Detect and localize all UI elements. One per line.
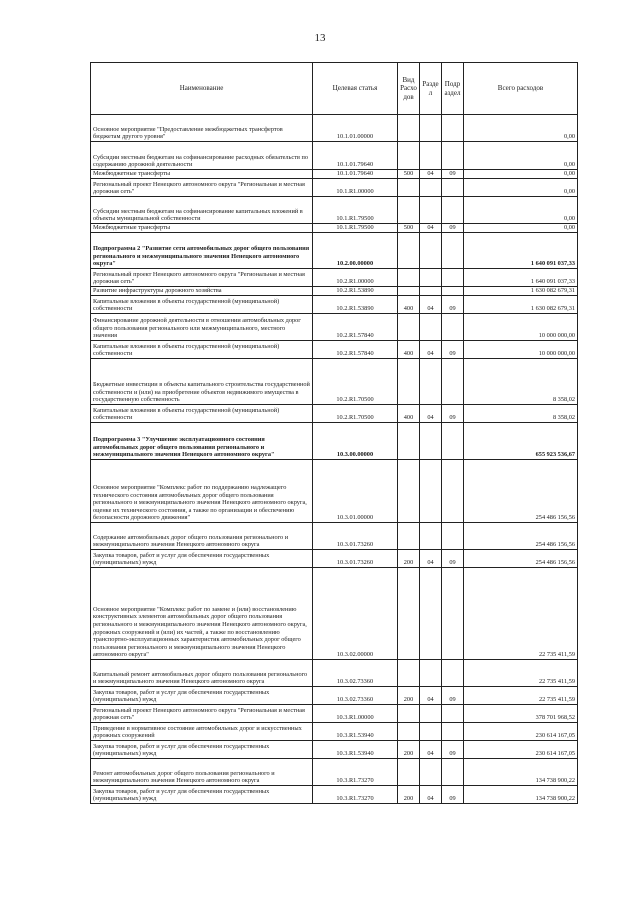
row-code: 10.2.R1.53890 xyxy=(313,287,398,296)
row-podrazdel: 09 xyxy=(442,405,464,423)
row-podrazdel xyxy=(442,233,464,269)
row-podrazdel xyxy=(442,423,464,460)
table-row xyxy=(91,197,578,224)
header-total: Всего расходов xyxy=(464,63,578,115)
row-code: 10.1.01.00000 xyxy=(313,115,398,142)
row-vid xyxy=(398,142,420,170)
row-razdel xyxy=(420,287,442,296)
row-amount: 655 923 536,67 xyxy=(464,423,578,460)
row-vid xyxy=(398,233,420,269)
table-row xyxy=(91,224,578,233)
row-vid xyxy=(398,660,420,687)
row-name: Ремонт автомобильных дорог общего пользования регионального и межмуниципального значения Ненецкого автономного округа xyxy=(91,759,313,786)
row-code: 10.3.R1.00000 xyxy=(313,705,398,723)
table-row xyxy=(91,460,578,523)
table-row xyxy=(91,568,578,660)
row-vid xyxy=(398,115,420,142)
row-amount: 230 614 167,05 xyxy=(464,723,578,741)
row-podrazdel: 09 xyxy=(442,550,464,568)
table-row xyxy=(91,759,578,786)
row-amount: 0,00 xyxy=(464,170,578,179)
row-amount: 22 735 411,59 xyxy=(464,568,578,660)
row-podrazdel: 09 xyxy=(442,687,464,705)
row-amount: 254 486 156,56 xyxy=(464,523,578,550)
row-razdel xyxy=(420,359,442,405)
row-vid xyxy=(398,423,420,460)
row-amount: 134 738 900,22 xyxy=(464,759,578,786)
table-row xyxy=(91,341,578,359)
row-vid xyxy=(398,568,420,660)
table-row xyxy=(91,741,578,759)
row-amount: 1 640 091 037,33 xyxy=(464,269,578,287)
row-name: Капитальные вложения в объекты государственной (муниципальной) собственности xyxy=(91,341,313,359)
table-row xyxy=(91,296,578,314)
row-razdel xyxy=(420,723,442,741)
row-podrazdel xyxy=(442,287,464,296)
row-name: Основное мероприятие "Комплекс работ по замене и (или) восстановлению конструктивных элементов автомобильных дорог общего пользования регионального и межмуниципального значения Ненецкого автономного округа, дорожных сооружений и (или) их частей, а также по восстановлению транспортно-эксплуатационных характеристик автомобильных дорог общего пользования регионального и межмуниципального значения Ненецкого автономного округа" xyxy=(91,568,313,660)
row-amount: 134 738 900,22 xyxy=(464,786,578,804)
row-name: Региональный проект Ненецкого автономного округа "Региональная и местная дорожная сеть" xyxy=(91,179,313,197)
table-row xyxy=(91,405,578,423)
row-amount: 1 630 082 679,31 xyxy=(464,296,578,314)
row-podrazdel xyxy=(442,359,464,405)
table-row xyxy=(91,723,578,741)
table-row xyxy=(91,142,578,170)
row-code: 10.1.01.79640 xyxy=(313,142,398,170)
table-row xyxy=(91,786,578,804)
row-podrazdel: 09 xyxy=(442,224,464,233)
row-amount: 0,00 xyxy=(464,142,578,170)
row-name: Закупка товаров, работ и услуг для обеспечения государственных (муниципальных) нужд xyxy=(91,786,313,804)
row-name: Региональный проект Ненецкого автономного округа "Региональная и местная дорожная сеть" xyxy=(91,705,313,723)
row-name: Подпрограмма 2 "Развитие сети автомобильных дорог общего пользования регионального и межмуниципального значения Ненецкого автономного округа" xyxy=(91,233,313,269)
row-code: 10.1.R1.79500 xyxy=(313,224,398,233)
row-razdel xyxy=(420,523,442,550)
row-code: 10.2.R1.57840 xyxy=(313,314,398,341)
row-code: 10.2.R1.57840 xyxy=(313,341,398,359)
header-code: Целевая статья xyxy=(313,63,398,115)
row-code: 10.3.R1.53940 xyxy=(313,723,398,741)
row-razdel xyxy=(420,568,442,660)
row-name: Основное мероприятие "Предоставление межбюджетных трансфертов бюджетам другого уровня" xyxy=(91,115,313,142)
row-name: Закупка товаров, работ и услуг для обеспечения государственных (муниципальных) нужд xyxy=(91,550,313,568)
row-vid: 200 xyxy=(398,741,420,759)
row-podrazdel xyxy=(442,759,464,786)
row-code: 10.2.R1.70500 xyxy=(313,359,398,405)
row-name: Основное мероприятие "Комплекс работ по поддержанию надлежащего технического состояния автомобильных дорог общего пользования регионального и межмуниципального значения Ненецкого автономного округа, оценке их технического состояния, а также по организации и обеспечению безопасности дорожного движения" xyxy=(91,460,313,523)
row-amount: 0,00 xyxy=(464,179,578,197)
row-razdel xyxy=(420,142,442,170)
row-razdel: 04 xyxy=(420,170,442,179)
row-code: 10.3.01.73260 xyxy=(313,550,398,568)
row-name: Финансирование дорожной деятельности в отношении автомобильных дорог общего пользования регионального или межмуниципального, местного значения xyxy=(91,314,313,341)
row-amount: 230 614 167,05 xyxy=(464,741,578,759)
row-razdel: 04 xyxy=(420,741,442,759)
row-amount: 0,00 xyxy=(464,115,578,142)
row-code: 10.3.R1.73270 xyxy=(313,786,398,804)
table-row xyxy=(91,233,578,269)
row-code: 10.2.R1.70500 xyxy=(313,405,398,423)
budget-table xyxy=(90,62,578,804)
row-name: Содержание автомобильных дорог общего пользования регионального и межмуниципального значения Ненецкого автономного округа xyxy=(91,523,313,550)
row-name: Межбюджетные трансферты xyxy=(91,224,313,233)
row-podrazdel xyxy=(442,142,464,170)
table-row xyxy=(91,115,578,142)
page-number: 13 xyxy=(314,32,326,44)
row-vid xyxy=(398,287,420,296)
row-podrazdel: 09 xyxy=(442,296,464,314)
row-vid xyxy=(398,705,420,723)
row-amount: 22 735 411,59 xyxy=(464,660,578,687)
row-name: Региональный проект Ненецкого автономного округа "Региональная и местная дорожная сеть" xyxy=(91,269,313,287)
row-podrazdel: 09 xyxy=(442,170,464,179)
row-podrazdel: 09 xyxy=(442,741,464,759)
row-amount: 10 000 000,00 xyxy=(464,341,578,359)
row-podrazdel xyxy=(442,197,464,224)
row-name: Закупка товаров, работ и услуг для обеспечения государственных (муниципальных) нужд xyxy=(91,687,313,705)
row-vid xyxy=(398,197,420,224)
row-code: 10.3.R1.73270 xyxy=(313,759,398,786)
row-podrazdel xyxy=(442,269,464,287)
table-row xyxy=(91,705,578,723)
row-amount: 10 000 000,00 xyxy=(464,314,578,341)
row-name: Субсидии местным бюджетам на софинансирование расходных обязательств по содержанию дорожной деятельности xyxy=(91,142,313,170)
table-row xyxy=(91,179,578,197)
row-amount: 0,00 xyxy=(464,224,578,233)
row-razdel xyxy=(420,269,442,287)
row-code: 10.3.02.00000 xyxy=(313,568,398,660)
table-row xyxy=(91,359,578,405)
row-amount: 22 735 411,59 xyxy=(464,687,578,705)
row-vid xyxy=(398,314,420,341)
row-vid xyxy=(398,359,420,405)
row-razdel xyxy=(420,115,442,142)
row-vid xyxy=(398,759,420,786)
row-vid: 200 xyxy=(398,687,420,705)
header-vid: Вид Расхо дов xyxy=(398,63,420,115)
row-code: 10.3.02.73360 xyxy=(313,687,398,705)
row-vid: 500 xyxy=(398,224,420,233)
row-code: 10.2.R1.00000 xyxy=(313,269,398,287)
table-row xyxy=(91,660,578,687)
row-razdel xyxy=(420,179,442,197)
table-row xyxy=(91,523,578,550)
row-amount: 1 630 082 679,31 xyxy=(464,287,578,296)
row-name: Закупка товаров, работ и услуг для обеспечения государственных (муниципальных) нужд xyxy=(91,741,313,759)
row-code: 10.2.00.00000 xyxy=(313,233,398,269)
row-code: 10.3.00.00000 xyxy=(313,423,398,460)
table-row xyxy=(91,269,578,287)
row-code: 10.1.01.79640 xyxy=(313,170,398,179)
header-row xyxy=(91,63,578,115)
table-row xyxy=(91,170,578,179)
row-razdel: 04 xyxy=(420,296,442,314)
row-amount: 8 358,02 xyxy=(464,405,578,423)
row-name: Развитие инфраструктуры дорожного хозяйства xyxy=(91,287,313,296)
row-vid: 400 xyxy=(398,405,420,423)
row-name: Бюджетные инвестиции в объекты капитального строительства государственной собственности и (или) на приобретение объектов недвижимого имущества в государственную собственность xyxy=(91,359,313,405)
row-name: Подпрограмма 3 "Улучшение эксплуатационного состояния автомобильных дорог общего пользования регионального и межмуниципального значения Ненецкого автономного округа" xyxy=(91,423,313,460)
row-podrazdel xyxy=(442,314,464,341)
row-razdel xyxy=(420,660,442,687)
row-amount: 8 358,02 xyxy=(464,359,578,405)
row-vid xyxy=(398,179,420,197)
row-name: Капитальные вложения в объекты государственной (муниципальной) собственности xyxy=(91,405,313,423)
row-podrazdel xyxy=(442,568,464,660)
row-podrazdel xyxy=(442,705,464,723)
row-vid xyxy=(398,523,420,550)
row-vid: 200 xyxy=(398,550,420,568)
row-razdel xyxy=(420,759,442,786)
row-razdel: 04 xyxy=(420,341,442,359)
row-code: 10.2.R1.53890 xyxy=(313,296,398,314)
row-razdel: 04 xyxy=(420,224,442,233)
row-razdel: 04 xyxy=(420,550,442,568)
row-vid: 500 xyxy=(398,170,420,179)
table-row xyxy=(91,287,578,296)
table-row xyxy=(91,550,578,568)
row-razdel: 04 xyxy=(420,687,442,705)
row-name: Капитальный ремонт автомобильных дорог общего пользования регионального и межмуниципального значения Ненецкого автономного округа xyxy=(91,660,313,687)
table-row xyxy=(91,687,578,705)
row-amount: 254 486 156,56 xyxy=(464,550,578,568)
row-podrazdel xyxy=(442,523,464,550)
row-podrazdel: 09 xyxy=(442,786,464,804)
row-vid xyxy=(398,269,420,287)
table-row xyxy=(91,314,578,341)
row-code: 10.1.R1.00000 xyxy=(313,179,398,197)
row-name: Приведение в нормативное состояние автомобильных дорог и искусственных дорожных сооружений xyxy=(91,723,313,741)
row-podrazdel xyxy=(442,179,464,197)
row-podrazdel xyxy=(442,460,464,523)
row-amount: 378 701 968,52 xyxy=(464,705,578,723)
row-razdel xyxy=(420,197,442,224)
row-vid: 400 xyxy=(398,341,420,359)
row-code: 10.3.02.73360 xyxy=(313,660,398,687)
row-razdel: 04 xyxy=(420,786,442,804)
row-name: Межбюджетные трансферты xyxy=(91,170,313,179)
row-razdel xyxy=(420,705,442,723)
row-amount: 1 640 091 037,33 xyxy=(464,233,578,269)
row-vid xyxy=(398,723,420,741)
row-name: Капитальные вложения в объекты государственной (муниципальной) собственности xyxy=(91,296,313,314)
row-podrazdel xyxy=(442,115,464,142)
row-vid: 200 xyxy=(398,786,420,804)
row-code: 10.3.01.00000 xyxy=(313,460,398,523)
header-name: Наименование xyxy=(91,63,313,115)
table-row xyxy=(91,423,578,460)
row-amount: 254 486 156,56 xyxy=(464,460,578,523)
header-podrazdel: Подр аздел xyxy=(442,63,464,115)
row-name: Субсидии местным бюджетам на софинансирование капитальных вложений в объекты муниципальной собственности xyxy=(91,197,313,224)
row-podrazdel xyxy=(442,723,464,741)
row-code: 10.1.R1.79500 xyxy=(313,197,398,224)
row-razdel xyxy=(420,460,442,523)
row-razdel: 04 xyxy=(420,405,442,423)
row-amount: 0,00 xyxy=(464,197,578,224)
row-vid xyxy=(398,460,420,523)
header-razdel: Разде л xyxy=(420,63,442,115)
row-podrazdel xyxy=(442,660,464,687)
row-razdel xyxy=(420,423,442,460)
row-razdel xyxy=(420,233,442,269)
row-razdel xyxy=(420,314,442,341)
row-code: 10.3.01.73260 xyxy=(313,523,398,550)
row-code: 10.3.R1.53940 xyxy=(313,741,398,759)
row-vid: 400 xyxy=(398,296,420,314)
row-podrazdel: 09 xyxy=(442,341,464,359)
